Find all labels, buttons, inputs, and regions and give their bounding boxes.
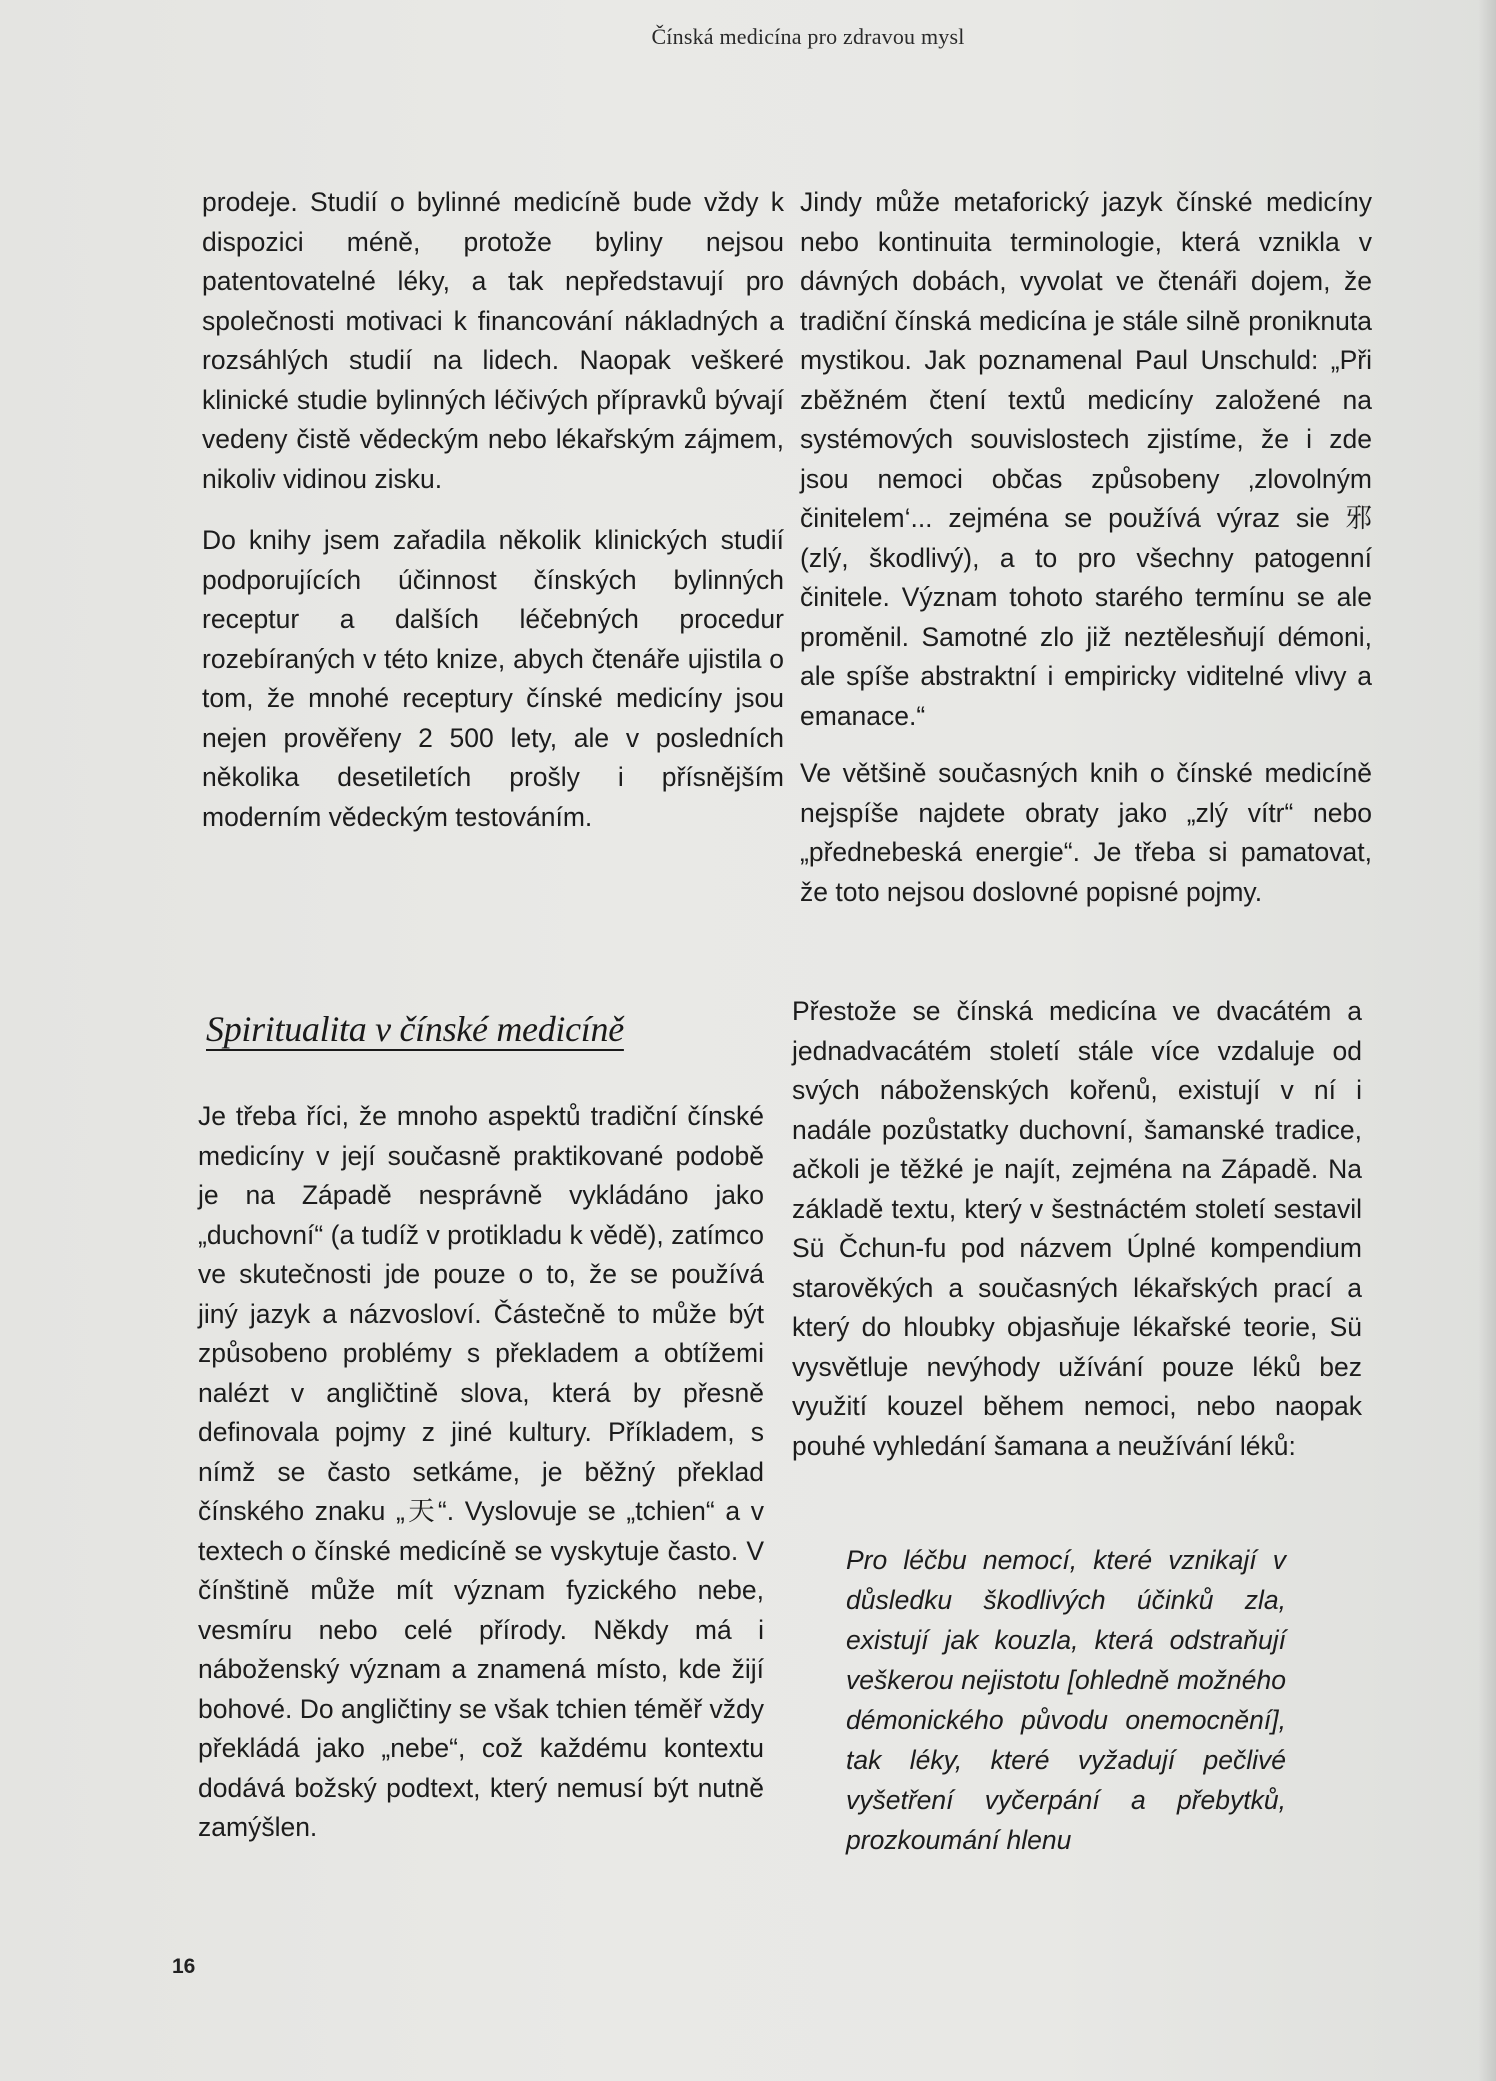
- left-column-upper: [202, 183, 784, 837]
- running-title: Čínská medicína pro zdravou mysl: [651, 24, 965, 49]
- left-paragraph-1: prodeje. Studií o bylinné medicíně bude vždy k dispozici méně, protože byliny nejsou patentovatelné léky, a tak nepředstavují pro společnosti motivaci k financování nákladných a rozsáhlých studií na lidech. Naopak veškeré klinické studie bylinných léčivých přípravků bývají vedeny čistě vědeckým nebo lékařským zájmem, nikoliv vidinou zisku.: [202, 187, 784, 494]
- right-paragraph-2: Ve většině současných knih o čínské medicíně nejspíše najdete obraty jako „zlý vítr“ nebo „přednebeská energie“. Je třeba si pamatovat, že toto nejsou doslovné popisné pojmy.: [800, 758, 1372, 907]
- right-column-lower: [792, 992, 1362, 1466]
- section-heading: Spiritualita v čínské medicíně: [206, 1009, 624, 1049]
- section-paragraph-1: Je třeba říci, že mnoho aspektů tradiční čínské medicíny v její současně praktikované podobě je na Západě nesprávně vykládáno jako „duchovní“ (a tudíž v protikladu k vědě), zatímco ve skutečnosti jde pouze o to, že se používá jiný jazyk a názvosloví. Částečně to může být způsobeno problémy s překladem a obtížemi nalézt v angličtině slova, která by přesně definovala pojmy z jiné kultury. Příkladem, s nímž se často setkáme, je běžný překlad čínského znaku „天“. Vyslovuje se „tchien“ a v textech o čínské medicíně se vyskytuje často. V čínštině může mít význam fyzického nebe, vesmíru nebo celé přírody. Někdy má i náboženský význam a znamená místo, kde žijí bohové. Do angličtiny se však tchien téměř vždy překládá jako „nebe“, což každému kontextu dodává božský podtext, který nemusí být nutně zamýšlen.: [198, 1101, 764, 1842]
- page-number: 16: [172, 1955, 196, 1978]
- block-quote: Pro léčbu nemocí, které vznikají v důsledku škodlivých účinků zla, existují jak kouzla, která odstraňují veškerou nejistotu [ohledně možného démonického původu onemocnění], tak léky, které vyžadují pečlivé vyšetření vyčerpání a přebytků, prozkoumání hlenu: [846, 1545, 1286, 1855]
- right-column-upper: [800, 183, 1372, 912]
- left-column-lower: [198, 1097, 764, 1848]
- right-paragraph-1: Jindy může metaforický jazyk čínské medicíny nebo kontinuita terminologie, která vznikla v dávných dobách, vyvolat ve čtenáři dojem, že tradiční čínská medicína je stále silně proniknuta mystikou. Jak poznamenal Paul Unschuld: „Při zběžném čtení textů medicíny založené na systémových souvislostech zjistíme, že i zde jsou nemoci občas způsobeny ‚zlovolným činitelem‘... zejména se používá výraz sie 邪 (zlý, škodlivý), a to pro všechny patogenní činitele. Význam tohoto starého termínu se ale proměnil. Samotné zlo již neztělesňují démoni, ale spíše abstraktní i empiricky viditelné vlivy a emanace.“: [800, 187, 1372, 731]
- right-paragraph-3: Přestože se čínská medicína ve dvacátém a jednadvacátém století stále více vzdaluje od svých náboženských kořenů, existují v ní i nadále pozůstatky duchovní, šamanské tradice, ačkoli je těžké je najít, zejména na Západě. Na základě textu, který v šestnáctém století sestavil Sü Čchun-fu pod názvem Úplné kompendium starověkých a současných lékařských prací a který do hloubky objasňuje lékařské teorie, Sü vysvětluje nevýhody užívání pouze léků bez využití kouzel během nemoci, nebo naopak pouhé vyhledání šamana a neužívání léků:: [792, 996, 1362, 1461]
- left-paragraph-2: Do knihy jsem zařadila několik klinických studií podporujících účinnost čínských bylinných receptur a dalších léčebných procedur rozebíraných v této knize, abych čtenáře ujistila o tom, že mnohé receptury čínské medicíny jsou nejen prověřeny 2 500 lety, ale v posledních několika desetiletích prošly i přísnějším moderním vědeckým testováním.: [202, 525, 784, 832]
